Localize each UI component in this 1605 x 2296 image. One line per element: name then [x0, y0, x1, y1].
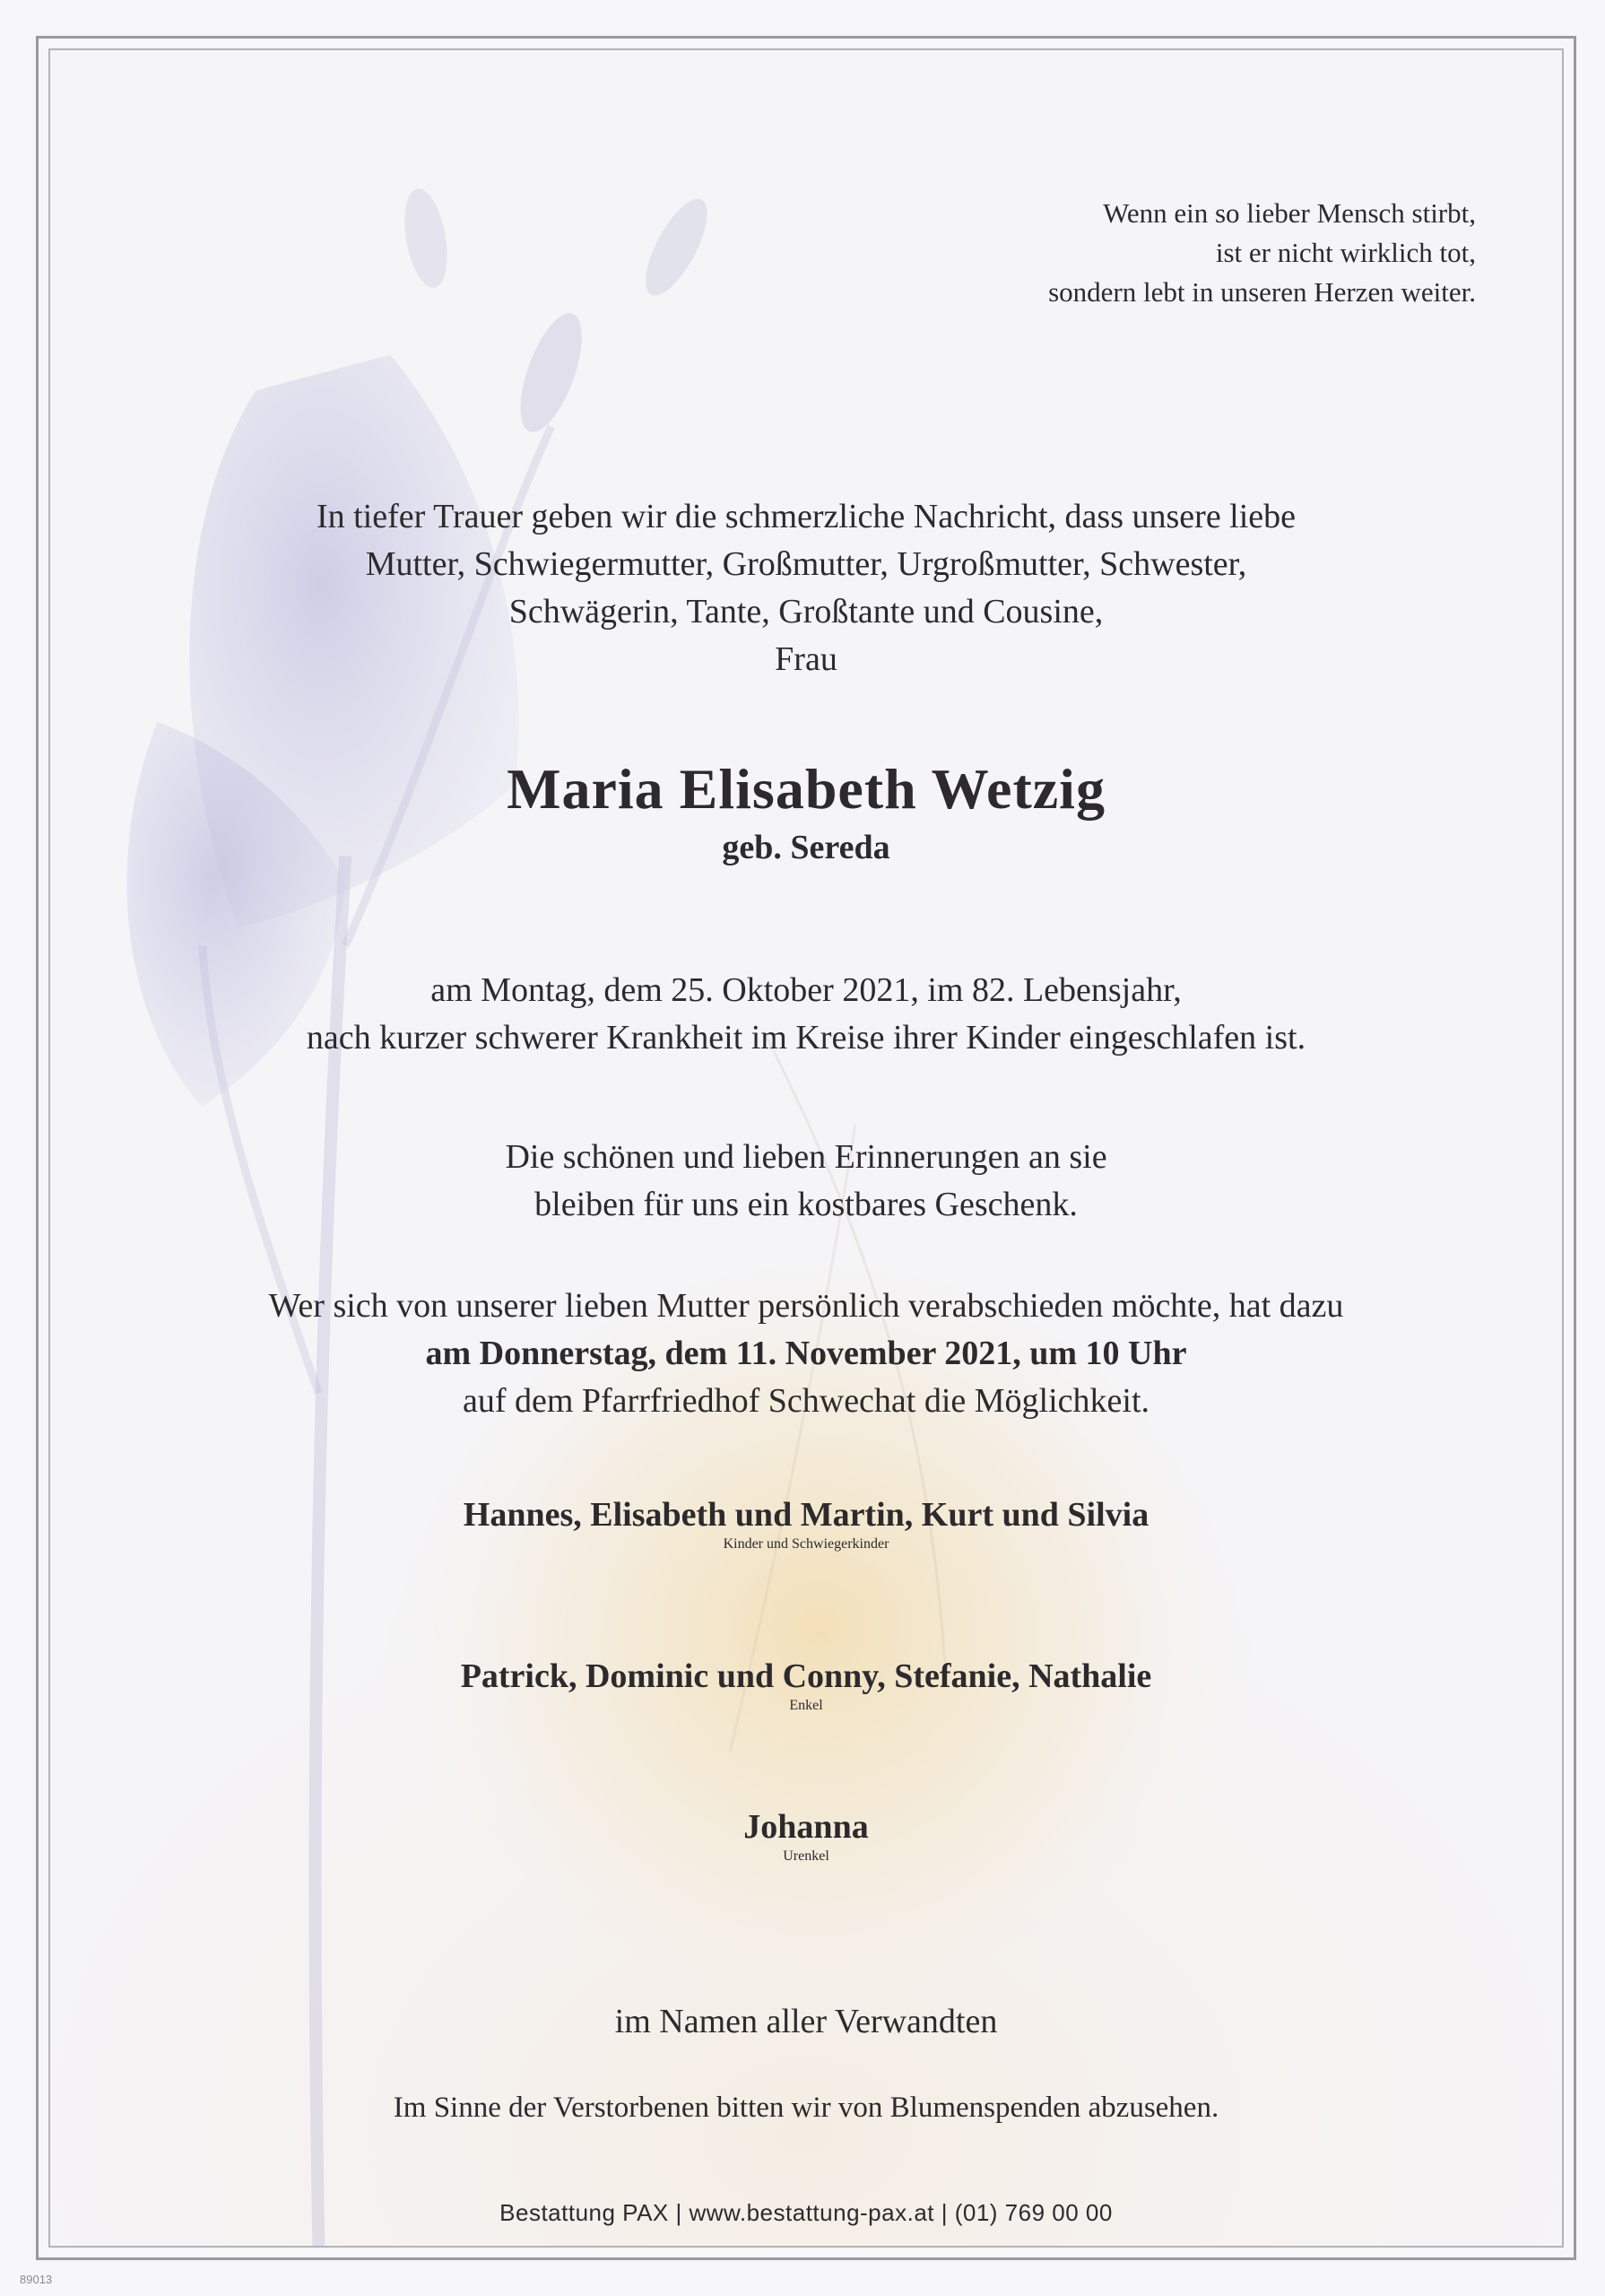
- funeral-home-footer: Bestattung PAX | www.bestattung-pax.at | (01) 769 00 00: [499, 2199, 1113, 2226]
- intro-line: Mutter, Schwiegermutter, Großmutter, Urgroßmutter, Schwester,: [365, 545, 1247, 583]
- quote-line: ist er nicht wirklich tot,: [1215, 237, 1476, 268]
- quote-line: Wenn ein so lieber Mensch stirbt,: [1103, 197, 1476, 229]
- mourner-role: Urenkel: [783, 1848, 829, 1864]
- intro-line: Frau: [775, 640, 837, 678]
- death-notice: [50, 967, 1562, 1062]
- mourner-names: Hannes, Elisabeth und Martin, Kurt und Silvia: [463, 1496, 1150, 1534]
- mourner-role: Enkel: [789, 1698, 823, 1713]
- flowers-note: Im Sinne der Verstorbenen bitten wir von Blumenspenden abzusehen.: [393, 2092, 1219, 2124]
- announcement-content: [50, 50, 1562, 2246]
- death-line: nach kurzer schwerer Krankheit im Kreise ihrer Kinder eingeschlafen ist.: [306, 1019, 1306, 1057]
- closing-text: im Namen aller Verwandten: [614, 2003, 998, 2040]
- memory-text: [50, 1134, 1562, 1229]
- intro-line: Schwägerin, Tante, Großtante und Cousine,: [508, 593, 1104, 631]
- farewell-text: [50, 1283, 1562, 1425]
- farewell-date: am Donnerstag, dem 11. November 2021, um 10 Uhr: [425, 1335, 1187, 1372]
- deceased-block: [50, 753, 1562, 870]
- mourner-group-grandchildren: [50, 1656, 1562, 1715]
- farewell-location: auf dem Pfarrfriedhof Schwechat die Möglichkeit.: [462, 1382, 1150, 1420]
- mourner-role: Kinder und Schwiegerkinder: [723, 1536, 889, 1552]
- memory-line: bleiben für uns ein kostbares Geschenk.: [534, 1186, 1078, 1223]
- death-line: am Montag, dem 25. Oktober 2021, im 82. Lebensjahr,: [430, 971, 1182, 1009]
- intro-line: In tiefer Trauer geben wir die schmerzliche Nachricht, dass unsere liebe: [316, 498, 1297, 535]
- mourner-group-great-grandchildren: [50, 1806, 1562, 1866]
- parte-card: [48, 48, 1564, 2248]
- mourner-names: Patrick, Dominic und Conny, Stefanie, Nathalie: [460, 1657, 1152, 1695]
- memory-line: Die schönen und lieben Erinnerungen an sie: [505, 1138, 1107, 1176]
- farewell-line: Wer sich von unserer lieben Mutter persönlich verabschieden möchte, hat dazu: [268, 1287, 1344, 1325]
- quote: [1048, 194, 1476, 312]
- mourner-group-children: [50, 1494, 1562, 1553]
- quote-line: sondern lebt in unseren Herzen weiter.: [1048, 276, 1476, 308]
- deceased-name: Maria Elisabeth Wetzig: [507, 757, 1106, 821]
- maiden-name: geb. Sereda: [722, 829, 890, 866]
- intro-text: [50, 493, 1562, 683]
- mourner-names: Johanna: [743, 1808, 869, 1846]
- form-code: 89013: [20, 2273, 53, 2286]
